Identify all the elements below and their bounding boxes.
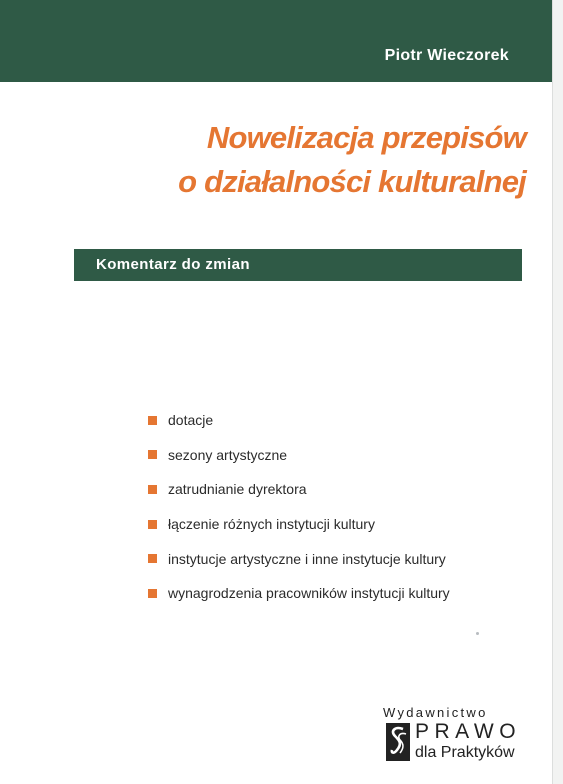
subtitle: Komentarz do zmian (96, 256, 250, 273)
top-band (0, 0, 552, 82)
title-line-1: Nowelizacja przepisów (206, 120, 526, 155)
list-item-text: dotacje (168, 412, 214, 429)
square-bullet-icon (148, 485, 157, 494)
list-item-text: zatrudnianie dyrektora (168, 481, 307, 498)
list-item-text: łączenie różnych instytucji kultury (168, 516, 375, 533)
list-item-text: wynagrodzenia pracowników instytucji kultury (168, 585, 450, 602)
square-bullet-icon (148, 416, 157, 425)
subtitle-band (74, 249, 522, 281)
topic-list (148, 403, 450, 611)
square-bullet-icon (148, 554, 157, 563)
list-item (148, 472, 450, 507)
square-bullet-icon (148, 520, 157, 529)
publisher-line-1: Wydawnictwo (383, 705, 488, 720)
publisher-line-2: PRAWO (415, 720, 522, 743)
list-item-text: sezony artystyczne (168, 446, 288, 463)
list-item (148, 403, 450, 438)
book-title (60, 116, 526, 204)
list-item (148, 507, 450, 542)
list-item (148, 438, 450, 473)
print-speck (476, 632, 479, 635)
list-item (148, 576, 450, 611)
square-bullet-icon (148, 589, 157, 598)
publisher-line-3: dla Praktyków (415, 744, 515, 761)
title-line-2: o działalności kulturalnej (178, 164, 526, 199)
list-item (148, 541, 450, 576)
author-name: Piotr Wieczorek (384, 47, 509, 64)
list-item-text: instytucje artystyczne i inne instytucje kultury (168, 550, 446, 567)
cover-edge (552, 0, 563, 784)
publisher-emblem-icon (386, 723, 410, 761)
publisher-logo (383, 705, 543, 765)
square-bullet-icon (148, 450, 157, 459)
